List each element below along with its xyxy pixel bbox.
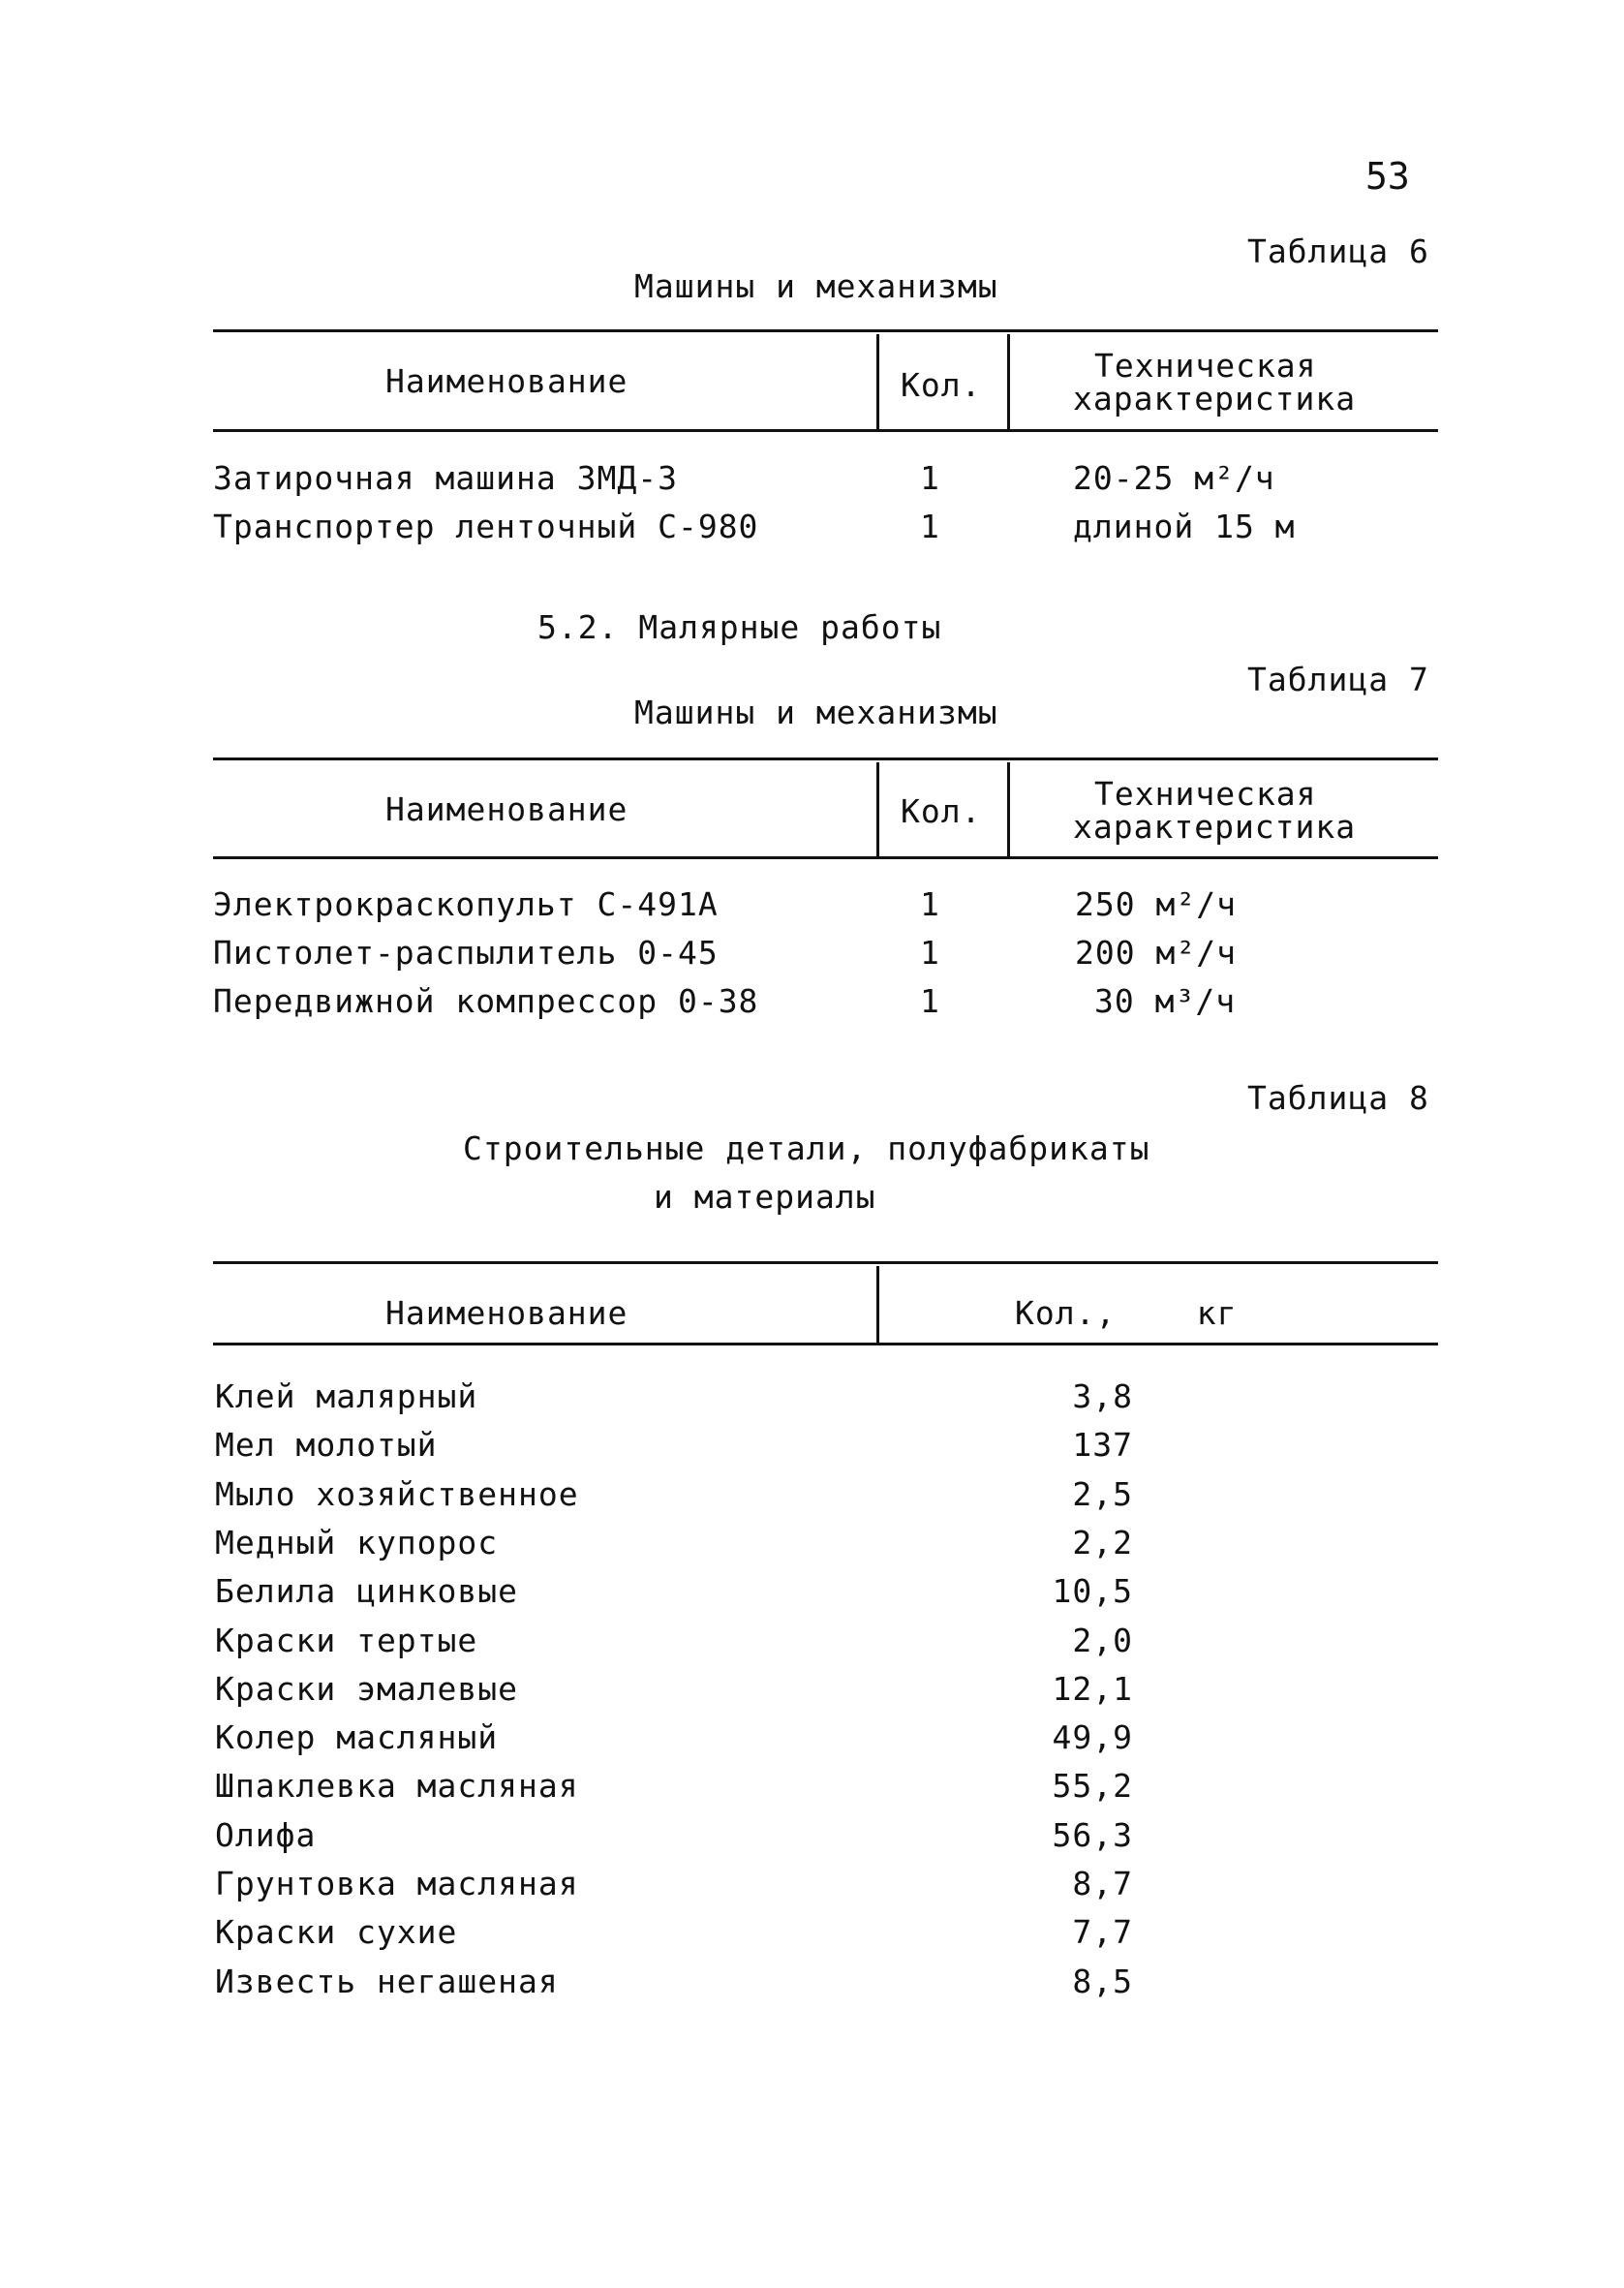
table7-row-3-qty: 1 — [920, 982, 940, 1020]
table7-row-1-spec: 250 м²/ч — [1075, 885, 1237, 923]
table6-col-divider-2 — [1007, 334, 1010, 431]
table7-header-spec-line2: характеристика — [1073, 808, 1357, 846]
table6-row-1-name: Затирочная машина ЗМД-3 — [213, 459, 678, 497]
table8-row-8-qty: 49,9 — [1052, 1718, 1133, 1756]
table8-row-4-name: Медный купорос — [215, 1524, 499, 1561]
table8-label: Таблица 8 — [1247, 1079, 1429, 1117]
table8-row-1-name: Клей малярный — [215, 1377, 478, 1415]
table7-row-3-name: Передвижной компрессор 0-38 — [213, 982, 759, 1020]
table7-row-1-qty: 1 — [920, 885, 940, 923]
table7-caption: Машины и механизмы — [634, 694, 998, 731]
table6-row-2-spec: длиной 15 м — [1073, 508, 1296, 545]
table8-row-3-qty: 2,5 — [1072, 1475, 1133, 1513]
table6-row-1-spec: 20-25 м²/ч — [1073, 459, 1275, 497]
table8-row-5-qty: 10,5 — [1052, 1572, 1133, 1610]
table8-row-12-qty: 7,7 — [1072, 1913, 1133, 1951]
page-number: 53 — [1365, 155, 1410, 198]
table8-row-11-name: Грунтовка масляная — [215, 1865, 579, 1902]
table8-header-qty: Кол., кг — [1015, 1294, 1238, 1332]
table8-row-4-qty: 2,2 — [1072, 1524, 1133, 1561]
table7-header-rule — [213, 856, 1438, 859]
table8-row-2-qty: 137 — [1072, 1426, 1133, 1464]
table6-col-divider-1 — [876, 334, 879, 431]
table8-row-7-name: Краски эмалевые — [215, 1670, 519, 1708]
table6-caption: Машины и механизмы — [634, 267, 998, 305]
table6-row-2-qty: 1 — [920, 508, 940, 545]
table8-header-rule — [213, 1343, 1438, 1345]
table7-row-3-spec: 30 м³/ч — [1094, 982, 1237, 1020]
table6-row-1-qty: 1 — [920, 459, 940, 497]
table8-row-3-name: Мыло хозяйственное — [215, 1475, 579, 1513]
table7-row-2-spec: 200 м²/ч — [1075, 934, 1237, 972]
table7-top-rule — [213, 758, 1438, 760]
table8-row-13-qty: 8,5 — [1072, 1963, 1133, 2000]
table8-caption-line1: Строительные детали, полуфабрикаты — [463, 1129, 1150, 1167]
table8-row-10-qty: 56,3 — [1052, 1816, 1133, 1854]
table7-row-2-qty: 1 — [920, 934, 940, 972]
table6-header-qty: Кол. — [901, 366, 982, 404]
table8-top-rule — [213, 1261, 1438, 1264]
table7-col-divider-2 — [1007, 762, 1010, 857]
table8-row-8-name: Колер масляный — [215, 1718, 499, 1756]
table8-row-10-name: Олифа — [215, 1816, 317, 1854]
table8-row-5-name: Белила цинковые — [215, 1572, 519, 1610]
table8-row-9-qty: 55,2 — [1052, 1767, 1133, 1805]
table7-header-qty: Кол. — [901, 792, 982, 830]
table8-row-13-name: Известь негашеная — [215, 1963, 559, 2000]
table6-row-2-name: Транспортер ленточный С-980 — [213, 508, 759, 545]
table6-header-spec-line1: Техническая — [1094, 347, 1317, 385]
section-title: 5.2. Малярные работы — [537, 608, 942, 646]
table8-row-12-name: Краски сухие — [215, 1913, 458, 1951]
table8-row-9-name: Шпаклевка масляная — [215, 1767, 579, 1805]
table7-header-spec-line1: Техническая — [1094, 775, 1317, 813]
table6-header-name: Наименование — [385, 362, 628, 400]
table6-header-rule — [213, 429, 1438, 432]
table8-row-7-qty: 12,1 — [1052, 1670, 1133, 1708]
table8-caption-line2: и материалы — [654, 1178, 876, 1216]
table8-header-name: Наименование — [385, 1294, 628, 1332]
table7-header-name: Наименование — [385, 790, 628, 828]
table7-col-divider-1 — [876, 762, 879, 857]
table8-col-divider — [876, 1266, 879, 1344]
table8-row-11-qty: 8,7 — [1072, 1865, 1133, 1902]
table7-label: Таблица 7 — [1247, 661, 1429, 698]
table8-row-6-qty: 2,0 — [1072, 1622, 1133, 1659]
table8-row-1-qty: 3,8 — [1072, 1377, 1133, 1415]
table8-row-2-name: Мел молотый — [215, 1426, 438, 1464]
table7-row-1-name: Электрокраскопульт С-491А — [213, 885, 719, 923]
table6-label: Таблица 6 — [1247, 232, 1429, 270]
table6-top-rule — [213, 329, 1438, 332]
table8-row-6-name: Краски тертые — [215, 1622, 478, 1659]
table7-row-2-name: Пистолет-распылитель 0-45 — [213, 934, 719, 972]
table6-header-spec-line2: характеристика — [1073, 380, 1357, 417]
